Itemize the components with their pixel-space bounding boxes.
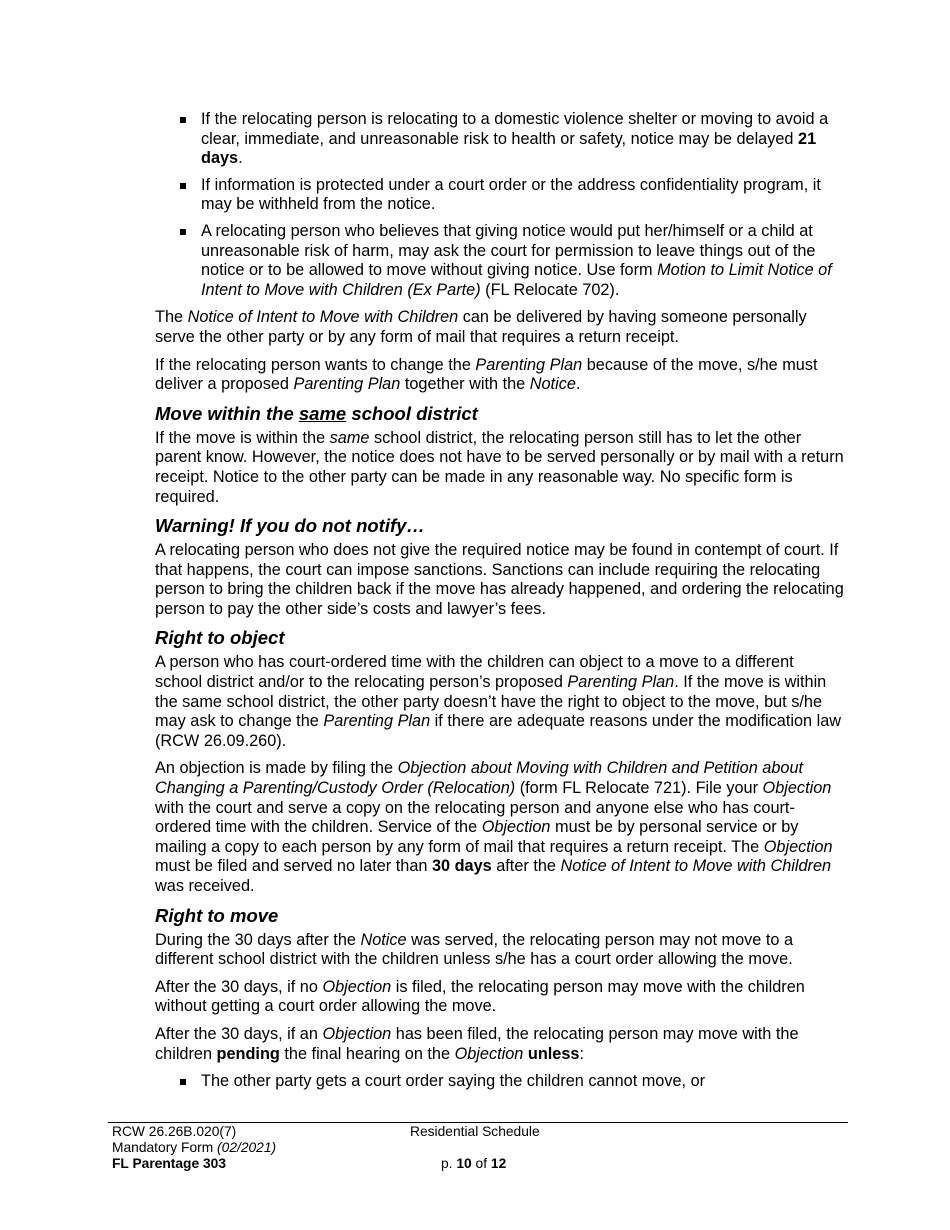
list-item: The other party gets a court order saying the children cannot move, or	[201, 1072, 845, 1092]
list-item: If the relocating person is relocating to a domestic violence shelter or moving to avoid a clear, immediate, and unreasonable risk to health or safety, notice may be delayed 21 days.	[201, 110, 845, 169]
heading-right-to-object: Right to object	[155, 627, 285, 649]
paragraph-move-3: After the 30 days, if an Objection has been filed, the relocating person may move with the children pending the final hearing on the Objection unless:	[155, 1024, 799, 1063]
bullet-list-notice-exceptions	[155, 110, 845, 300]
footer-form-id: FL Parentage 303	[112, 1156, 227, 1171]
paragraph-warning: A relocating person who does not give the required notice may be found in contempt of court. If that happens, the court can impose sanctions. Sanctions can include requiring the relocating person to bring the children back if the move has already happened, and ordering the relocating person to pay the other side’s costs and lawyer’s fees.	[155, 541, 844, 618]
heading-right-to-move: Right to move	[155, 904, 279, 926]
footer-divider	[108, 1122, 848, 1123]
list-item: If information is protected under a court order or the address confidentiality program, it may be withheld from the notice.	[201, 176, 845, 215]
heading-warning: Warning! If you do not notify…	[155, 515, 425, 537]
paragraph-object-1: A person who has court-ordered time with the children can object to a move to a different school district and/or to the relocating person’s proposed Parenting Plan. If the move is within the same school district, the other party doesn’t have the right to object to the move, but s/he may ask to change the Parenting Plan if there are adequate reasons under the modification law (RCW 26.09.260).	[155, 653, 842, 750]
paragraph-delivery: The Notice of Intent to Move with Children can be delivered by having someone personally serve the other party or by any form of mail that requires a return receipt.	[155, 308, 807, 346]
paragraph-same-district: If the move is within the same school district, the relocating person still has to let the other parent know. However, the notice does not have to be served personally or by mail with a return receipt. Notice to the other party can be made in any reasonable way. No specific form is required.	[155, 428, 844, 506]
paragraph-object-2: An objection is made by filing the Objection about Moving with Children and Petition about Changing a Parenting/Custody Order (Relocation) (form FL Relocate 721). File your Objection with the court and serve a copy on the relocating person and anyone else who has court-ordered time with the children. Service of the Objection must be by personal service or by mailing a copy to each person by any form of mail that requires a return receipt. The Objection must be filed and served no later than 30 days after the Notice of Intent to Move with Children was received.	[155, 759, 833, 895]
bullet-list-unless	[155, 1072, 845, 1092]
list-item: A relocating person who believes that giving notice would put her/himself or a child at unreasonable risk of harm, may ask the court for permission to leave things out of the notice or to be allowed to move without giving notice. Use form Motion to Limit Notice of Intent to Move with Children (Ex Parte) (FL Relocate 702).	[201, 222, 845, 300]
footer-title: Residential Schedule	[410, 1124, 540, 1139]
heading-same-school-district: Move within the same school district	[155, 402, 478, 424]
paragraph-move-2: After the 30 days, if no Objection is filed, the relocating person may move with the children without getting a court order allowing the move.	[155, 977, 805, 1016]
footer-left	[112, 1124, 276, 1172]
footer-page-number: p. 10 of 12	[441, 1156, 507, 1171]
document-body	[155, 110, 845, 1100]
footer-mandatory-form: Mandatory Form (02/2021)	[112, 1140, 277, 1155]
paragraph-move-1: During the 30 days after the Notice was served, the relocating person may not move to a different school district with the children unless s/he has a court order allowing the move.	[155, 930, 794, 969]
footer-rcw: RCW 26.26B.020(7)	[112, 1124, 237, 1139]
paragraph-parenting-plan: If the relocating person wants to change the Parenting Plan because of the move, s/he must deliver a proposed Parenting Plan together with the Notice.	[155, 355, 818, 394]
